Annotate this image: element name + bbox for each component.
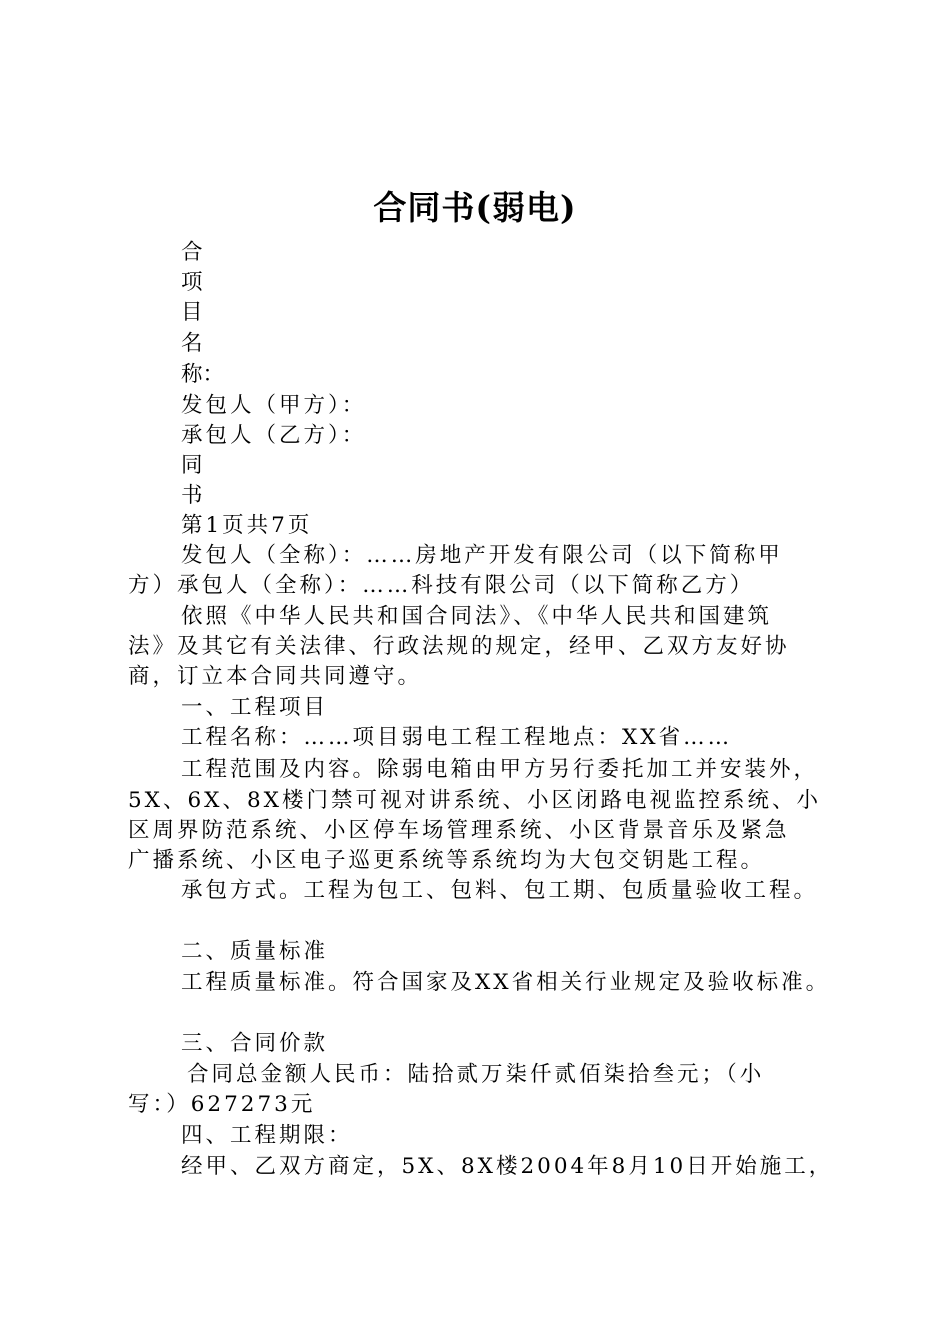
cover-char: 名: [181, 331, 203, 356]
cover-char: 同: [181, 453, 203, 478]
cover-char: 目: [181, 300, 203, 325]
basis-line: 法》及其它有关法律、行政法规的规定，经甲、乙双方友好协: [128, 634, 790, 659]
employer-line-cont: 方）承包人（全称）：……科技有限公司（以下简称乙方）: [128, 573, 755, 598]
section-heading: 四、工程期限：: [181, 1123, 353, 1148]
employer-label: 发包人（甲方）：: [181, 393, 367, 418]
section-heading: 三、合同价款: [181, 1031, 329, 1056]
basis-line: 商，订立本合同共同遵守。: [128, 664, 423, 689]
quality-line: 工程质量标准。符合国家及XX省相关行业规定及验收标准。: [181, 970, 831, 995]
project-name-line: 工程名称：……项目弱电工程工程地点：XX省……: [181, 725, 733, 750]
contractor-label: 承包人（乙方）：: [181, 423, 367, 448]
document-title: 合同书(弱电): [373, 188, 577, 227]
price-line: 合同总金额人民币：陆拾贰万柒仟贰佰柒拾叁元；（小: [187, 1062, 765, 1087]
cover-char: 书: [181, 483, 203, 508]
scope-line: 5X、6X、8X楼门禁可视对讲系统、小区闭路电视监控系统、小: [128, 788, 821, 813]
cover-char: 称：: [181, 362, 225, 387]
scope-line: 广播系统、小区电子巡更系统等系统均为大包交钥匙工程。: [128, 848, 766, 873]
section-heading: 一、工程项目: [181, 695, 329, 720]
basis-line: 依照《中华人民共和国合同法》、《中华人民共和国建筑: [181, 604, 773, 629]
price-line: 写：）627273元: [128, 1092, 316, 1117]
page-info: 第1页共7页: [181, 513, 313, 538]
contract-mode-line: 承包方式。工程为包工、包料、包工期、包质量验收工程。: [181, 878, 819, 903]
employer-line: 发包人（全称）：……房地产开发有限公司（以下简称甲: [181, 543, 783, 568]
cover-char: 项: [181, 270, 203, 295]
scope-line: 区周界防范系统、小区停车场管理系统、小区背景音乐及紧急: [128, 818, 790, 843]
scope-line: 工程范围及内容。除弱电箱由甲方另行委托加工并安装外，: [181, 757, 819, 782]
cover-char: 合: [181, 240, 203, 265]
section-heading: 二、质量标准: [181, 939, 329, 964]
period-line: 经甲、乙双方商定，5X、8X楼2004年8月10日开始施工，: [181, 1154, 834, 1179]
